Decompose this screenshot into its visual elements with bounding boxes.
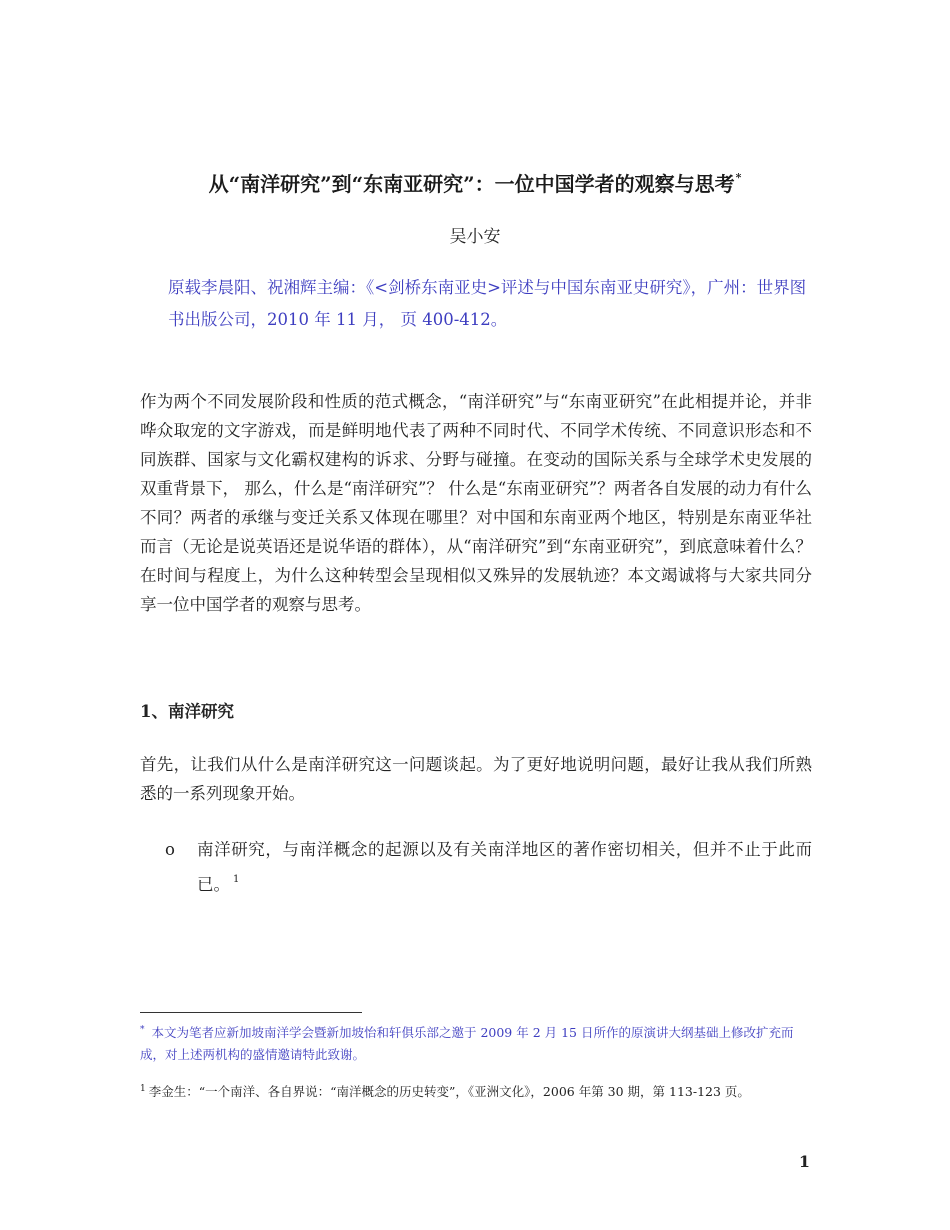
- list-item: [140, 835, 812, 900]
- footnote-ref-1: 1: [233, 874, 240, 885]
- article-title-text: 从“南洋研究”到“东南亚研究”：一位中国学者的观察与思考: [208, 172, 735, 196]
- source-citation: 原载李晨阳、祝湘辉主编：《<剑桥东南亚史>评述与中国东南亚史研究》，广州：世界图书出版公司，2010 年 11 月， 页 400-412。: [168, 278, 807, 329]
- section-intro-paragraph: 首先，让我们从什么是南洋研究这一问题谈起。为了更好地说明问题，最好让我从我们所熟悉的一系列现象开始。: [140, 755, 812, 803]
- footnote-star-marker: *: [140, 1025, 145, 1035]
- footnote-1-text: 李金生：“一个南洋、各自界说：“南洋概念的历史转变”，《亚洲文化》，2006 年第 30 期，第 113-123 页。: [148, 1084, 750, 1099]
- title-footnote-marker: *: [735, 171, 742, 184]
- intro-paragraph: 作为两个不同发展阶段和性质的范式概念，“南洋研究”与“东南亚研究”在此相提并论，并非哗众取宠的文字游戏，而是鲜明地代表了两种不同时代、不同学术传统、不同意识形态和不同族群、国家与文化霸权建构的诉求、分野与碰撞。在变动的国际关系与全球学术史发展的双重背景下， 那么，什么是“南洋研究”？ 什么是“东南亚研究”？两者各自发展的动力有什么不同？两者的承继与变迁关系又体现在哪里？对中国和东南亚两个地区，特别是东南亚华社而言（无论是说英语还是说华语的群体），从“南洋研究”到“东南亚研究”，到底意味着什么？在时间与程度上，为什么这种转型会呈现相似又殊异的发展轨迹？本文竭诚将与大家共同分享一位中国学者的观察与思考。: [140, 392, 812, 614]
- list-item-body: 南洋研究，与南洋概念的起源以及有关南洋地区的著作密切相关，但并不止于此而已。: [197, 840, 812, 894]
- author-name: 吴小安: [449, 227, 501, 247]
- footnote-1: [140, 1078, 812, 1103]
- list-item-text: [197, 835, 812, 900]
- footnote-star-text: 本文为笔者应新加坡南洋学会暨新加坡怡和轩俱乐部之邀于 2009 年 2 月 15 日所作的原演讲大纲基础上修改扩充而成，对上述两机构的盛情邀请特此致谢。: [140, 1025, 794, 1062]
- circle-bullet-icon: o: [165, 840, 175, 859]
- footnote-divider: [140, 1012, 362, 1013]
- article-title: [140, 162, 810, 200]
- section-heading: 1、南洋研究: [140, 702, 234, 721]
- footnote-star: [140, 1019, 812, 1066]
- footnote-1-marker: 1: [140, 1084, 146, 1094]
- page-number: 1: [798, 1152, 810, 1171]
